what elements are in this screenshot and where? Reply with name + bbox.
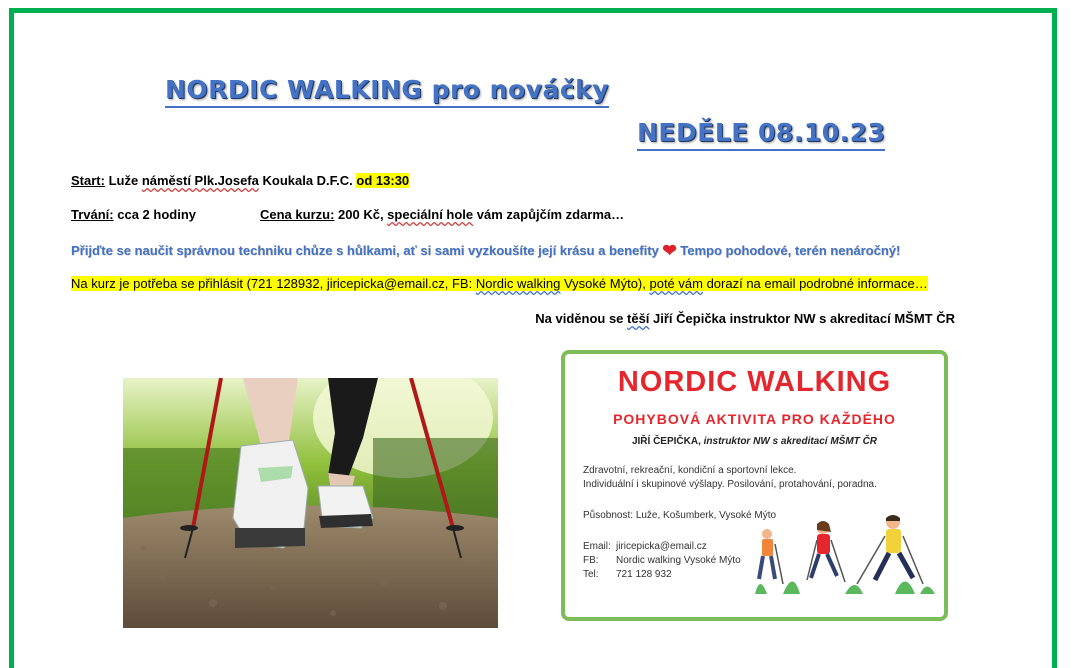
- card-tel: 721 128 932: [616, 569, 672, 580]
- price-line: [260, 206, 624, 224]
- start-line: [71, 172, 409, 190]
- walking-family-illustration: [745, 514, 940, 599]
- signoff-line: [535, 310, 955, 328]
- card-email: jiricepicka@email.cz: [616, 541, 707, 552]
- card-title: NORDIC WALKING: [617, 366, 892, 398]
- signup-line: [71, 275, 928, 293]
- heart-icon: ❤: [662, 241, 677, 260]
- card-fb-row: [583, 554, 741, 568]
- card-fb: Nordic walking Vysoké Mýto: [616, 555, 741, 566]
- signup-fb: Nordic walking: [475, 276, 561, 291]
- start-place-post: Koukala D.F.C.: [258, 173, 357, 188]
- price-label: Cena kurzu:: [260, 207, 335, 222]
- signup-mid: Vysoké Mýto),: [560, 276, 650, 291]
- start-time: od 13:30: [356, 173, 410, 188]
- signup-text: [71, 276, 928, 291]
- invite-text-1: Přijďte se naučit správnou techniku chůze s hůlkami, ať si sami vyzkoušíte její krásu a benefity: [71, 243, 659, 258]
- signoff-post: Jiří Čepička instruktor NW s akreditací MŠMT ČR: [649, 311, 955, 326]
- card-area: Působnost: Luže, Košumberk, Vysoké Mýto: [583, 510, 777, 521]
- card-subtitle: POHYBOVÁ AKTIVITA PRO KAŽDÉHO: [613, 411, 896, 427]
- card-email-label: Email:: [583, 541, 611, 552]
- price-value-post: vám zapůjčím zdarma…: [473, 207, 625, 222]
- price-value-pre: 200 Kč,: [334, 207, 388, 222]
- card-tel-row: [583, 568, 672, 582]
- card-desc-1: Zdravotní, rekreační, kondiční a sportovní lekce.: [583, 465, 797, 476]
- start-label: Start:: [71, 173, 105, 188]
- card-instructor-name: JIŘÍ ČEPIČKA,: [631, 436, 701, 447]
- start-place-wavy: náměstí Plk.Josefa: [141, 173, 259, 188]
- signoff-wavy: těší: [627, 311, 650, 326]
- duration-label: Trvání:: [71, 207, 114, 222]
- duration-line: [71, 206, 196, 224]
- event-date: NEDĚLE 08.10.23: [637, 117, 885, 151]
- card-desc-2: Individuální i skupinové výšlapy. Posilování, protahování, poradna.: [583, 479, 877, 490]
- page-title: NORDIC WALKING pro nováčky: [165, 74, 609, 108]
- signup-pre: Na kurz je potřeba se přihlásit (721 128932, jiricepicka@email.cz, FB:: [71, 276, 476, 291]
- card-tel-label: Tel:: [583, 569, 599, 580]
- price-value-wavy: speciální hole: [387, 207, 474, 222]
- card-instructor-role: instruktor NW s akreditací MŠMT ČR: [700, 436, 878, 447]
- instructor-card: [561, 350, 948, 621]
- signoff-pre: Na viděnou se: [535, 311, 628, 326]
- duration-value: cca 2 hodiny: [113, 207, 196, 222]
- card-instructor: [565, 436, 944, 447]
- walking-photo: [123, 378, 498, 628]
- card-fb-label: FB:: [583, 555, 599, 566]
- invite-line: [71, 241, 900, 260]
- card-email-row: [583, 540, 707, 554]
- signup-then: poté vám: [649, 276, 703, 291]
- start-place-pre: Luže: [108, 173, 142, 188]
- invite-text-2: Tempo pohodové, terén nenáročný!: [680, 243, 901, 258]
- signup-post: dorazí na email podrobné informace…: [702, 276, 928, 291]
